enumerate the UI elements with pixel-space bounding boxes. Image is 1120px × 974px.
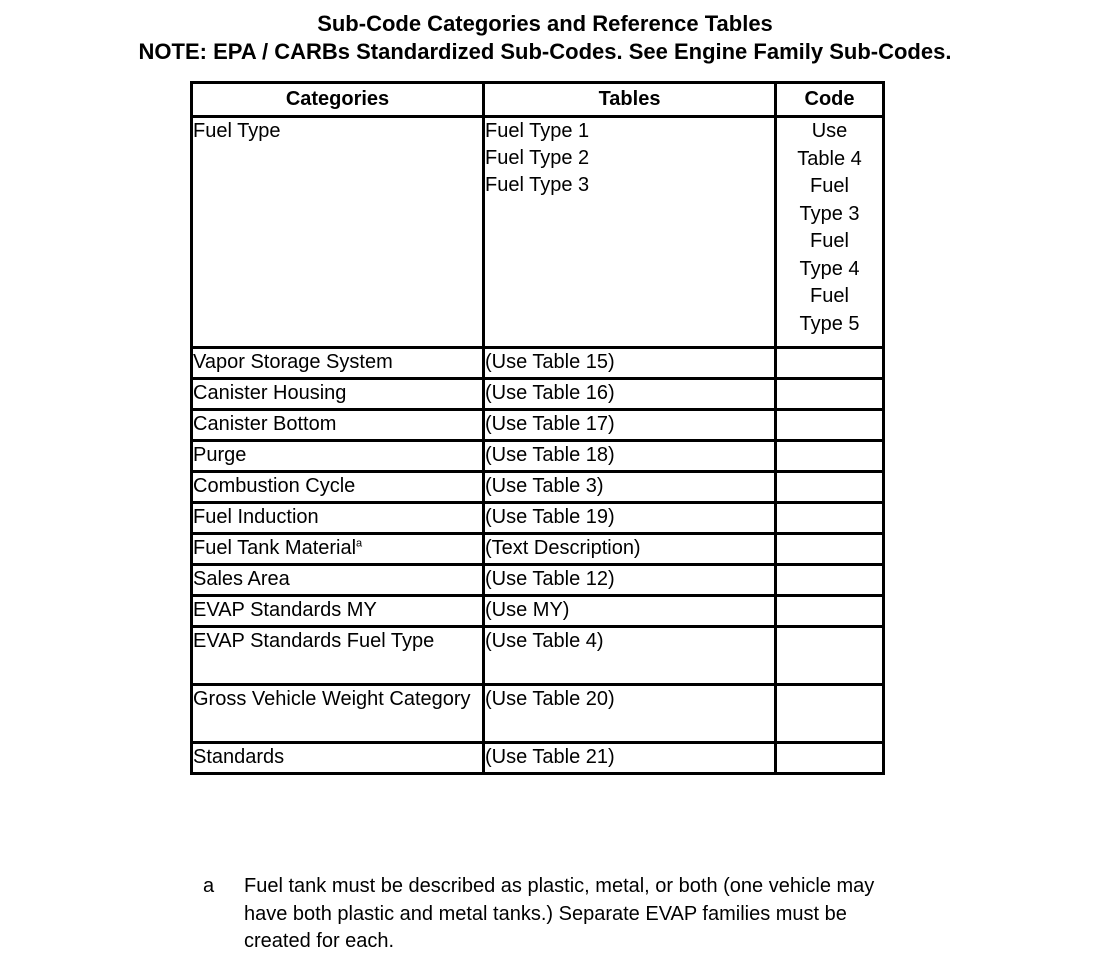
- table-row: [192, 503, 884, 534]
- fuel-type-table-item: Fuel Type 2: [485, 147, 590, 169]
- table-ref-cell: (Use Table 16): [484, 379, 776, 410]
- page-title: Sub-Code Categories and Reference Tables: [317, 11, 773, 36]
- table-ref-cell: (Use Table 17): [484, 410, 776, 441]
- table-row-fuel-type: [192, 117, 884, 348]
- fuel-type-table-item: Fuel Type 3: [485, 174, 590, 196]
- category-cell: [192, 534, 484, 565]
- code-cell: [776, 472, 884, 503]
- category-cell: EVAP Standards Fuel Type: [192, 627, 484, 685]
- fuel-code-line: Type 3: [799, 202, 860, 225]
- table-ref-cell: (Use Table 3): [484, 472, 776, 503]
- table-row: [192, 596, 884, 627]
- fuel-code-line: Type 5: [799, 312, 860, 335]
- category-cell: EVAP Standards MY: [192, 596, 484, 627]
- table-ref-cell: (Use Table 15): [484, 348, 776, 379]
- code-cell: [776, 503, 884, 534]
- category-cell: Gross Vehicle Weight Category: [192, 685, 484, 743]
- table-row: [192, 379, 884, 410]
- code-cell: [776, 441, 884, 472]
- category-text: Fuel Tank Material: [193, 537, 357, 559]
- table-row: [192, 441, 884, 472]
- footnote-marker: a: [356, 537, 363, 550]
- table-ref-cell: (Text Description): [484, 534, 776, 565]
- fuel-code-line: Fuel: [810, 285, 849, 307]
- header-categories: Categories: [192, 83, 484, 117]
- table-row: [192, 743, 884, 774]
- table-row: [192, 472, 884, 503]
- table-row: [192, 685, 884, 743]
- fuel-code-line: Fuel: [810, 175, 849, 197]
- fuel-type-category: Fuel Type: [192, 117, 484, 348]
- table-header-row: [192, 83, 884, 117]
- category-cell: Standards: [192, 743, 484, 774]
- code-cell: [776, 410, 884, 441]
- code-cell: [776, 627, 884, 685]
- code-cell: [776, 685, 884, 743]
- category-cell: Combustion Cycle: [192, 472, 484, 503]
- table-row: [192, 565, 884, 596]
- table-row: [192, 627, 884, 685]
- page-note: NOTE: EPA / CARBs Standardized Sub-Codes. See Engine Family Sub-Codes.: [138, 39, 952, 64]
- category-cell: Vapor Storage System: [192, 348, 484, 379]
- code-cell: [776, 379, 884, 410]
- table-row: [192, 410, 884, 441]
- table-row: [192, 534, 884, 565]
- code-cell: [776, 534, 884, 565]
- table-ref-cell: (Use Table 20): [484, 685, 776, 743]
- fuel-code-line: Use: [811, 120, 848, 142]
- fuel-code-line: Type 4: [799, 257, 860, 280]
- table-ref-cell: (Use Table 18): [484, 441, 776, 472]
- code-cell: [776, 743, 884, 774]
- code-cell: [776, 565, 884, 596]
- category-cell: Fuel Induction: [192, 503, 484, 534]
- header-tables: Tables: [484, 83, 776, 117]
- fuel-code-line: Fuel: [810, 230, 849, 252]
- table-ref-cell: (Use Table 4): [484, 627, 776, 685]
- category-cell: Sales Area: [192, 565, 484, 596]
- fuel-type-table-item: Fuel Type 1: [485, 120, 590, 142]
- fuel-type-tables: [484, 117, 776, 348]
- table-ref-cell: (Use Table 21): [484, 743, 776, 774]
- category-cell: Purge: [192, 441, 484, 472]
- footnote-text: Fuel tank must be described as plastic, metal, or both (one vehicle may have both plastic and metal tanks.) Separate EVAP families must be created for each.: [244, 875, 875, 952]
- header-code: Code: [776, 83, 884, 117]
- category-cell: Canister Housing: [192, 379, 484, 410]
- fuel-type-code: [776, 117, 884, 348]
- footnote-mark: a: [203, 875, 215, 897]
- table-ref-cell: (Use MY): [484, 596, 776, 627]
- fuel-code-line: Table 4: [797, 147, 862, 170]
- code-cell: [776, 596, 884, 627]
- category-cell: Canister Bottom: [192, 410, 484, 441]
- table-ref-cell: (Use Table 19): [484, 503, 776, 534]
- table-ref-cell: (Use Table 12): [484, 565, 776, 596]
- table-row: [192, 348, 884, 379]
- reference-table: [190, 81, 885, 775]
- code-cell: [776, 348, 884, 379]
